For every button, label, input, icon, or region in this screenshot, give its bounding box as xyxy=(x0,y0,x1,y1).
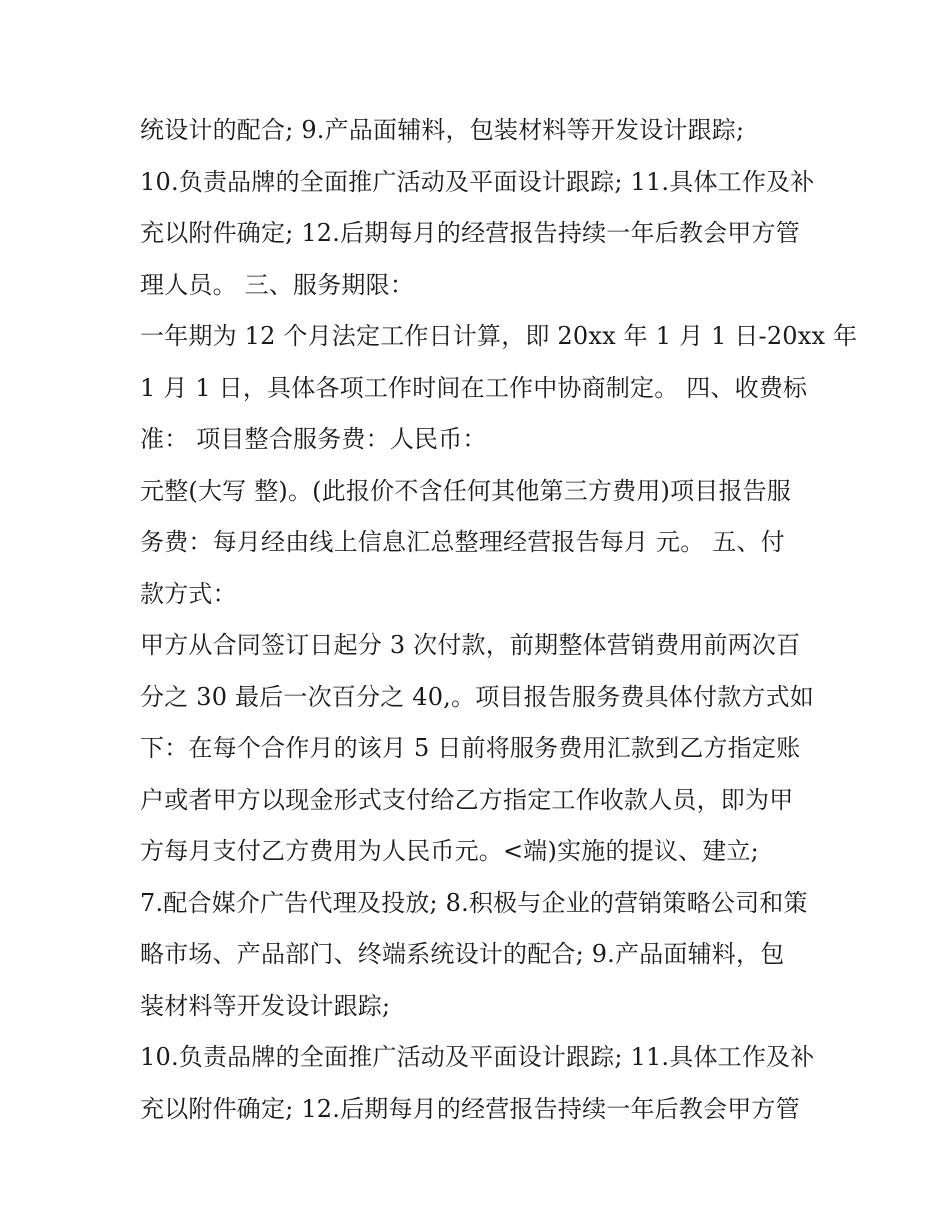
text-line: 充以附件确定; 12.后期每月的经营报告持续一年后教会甲方管 xyxy=(140,1094,800,1123)
text-line: 7.配合媒介广告代理及投放; 8.积极与企业的营销策略公司和策 xyxy=(140,888,808,917)
text-line: 下：在每个合作月的该月 5 日前将服务费用汇款到乙方指定账 xyxy=(140,734,801,762)
text-line: 方每月支付乙方费用为人民币元。<端)实施的提议、建立; xyxy=(140,837,759,865)
text-line: 10.负责品牌的全面推广活动及平面设计跟踪; 11.具体工作及补 xyxy=(140,1043,815,1071)
text-line: 元整(大写 整)。(此报价不含任何其他第三方费用)项目报告服 xyxy=(140,476,792,505)
document-body xyxy=(140,105,858,1135)
text-line: 甲方从合同签订日起分 3 次付款，前期整体营销费用前两次百 xyxy=(140,631,801,659)
text-line: 分之 30 最后一次百分之 40,。项目报告服务费具体付款方式如 xyxy=(140,682,814,711)
text-line: 理人员。 三、服务期限： xyxy=(140,270,415,299)
text-line: 10.负责品牌的全面推广活动及平面设计跟踪; 11.具体工作及补 xyxy=(140,167,815,196)
text-line: 款方式： xyxy=(140,579,237,608)
text-line: 户或者甲方以现金形式支付给乙方指定工作收款人员，即为甲 xyxy=(140,785,794,814)
text-line: 务费：每月经由线上信息汇总整理经营报告每月 元。 五、付 xyxy=(140,528,785,556)
text-line: 略市场、产品部门、终端系统设计的配合; 9.产品面辅料，包 xyxy=(140,940,785,968)
text-line: 1 月 1 日，具体各项工作时间在工作中协商制定。 四、收费标 xyxy=(140,373,808,402)
text-line: 充以附件确定; 12.后期每月的经营报告持续一年后教会甲方管 xyxy=(140,219,800,247)
text-line: 装材料等开发设计跟踪; xyxy=(140,991,391,1020)
text-line: 准： 项目整合服务费：人民币： xyxy=(140,425,487,453)
text-line: 统设计的配合; 9.产品面辅料，包装材料等开发设计跟踪; xyxy=(140,116,745,144)
text-line: 一年期为 12 个月法定工作日计算，即 20xx 年 1 月 1 日-20xx 年 xyxy=(140,322,858,350)
